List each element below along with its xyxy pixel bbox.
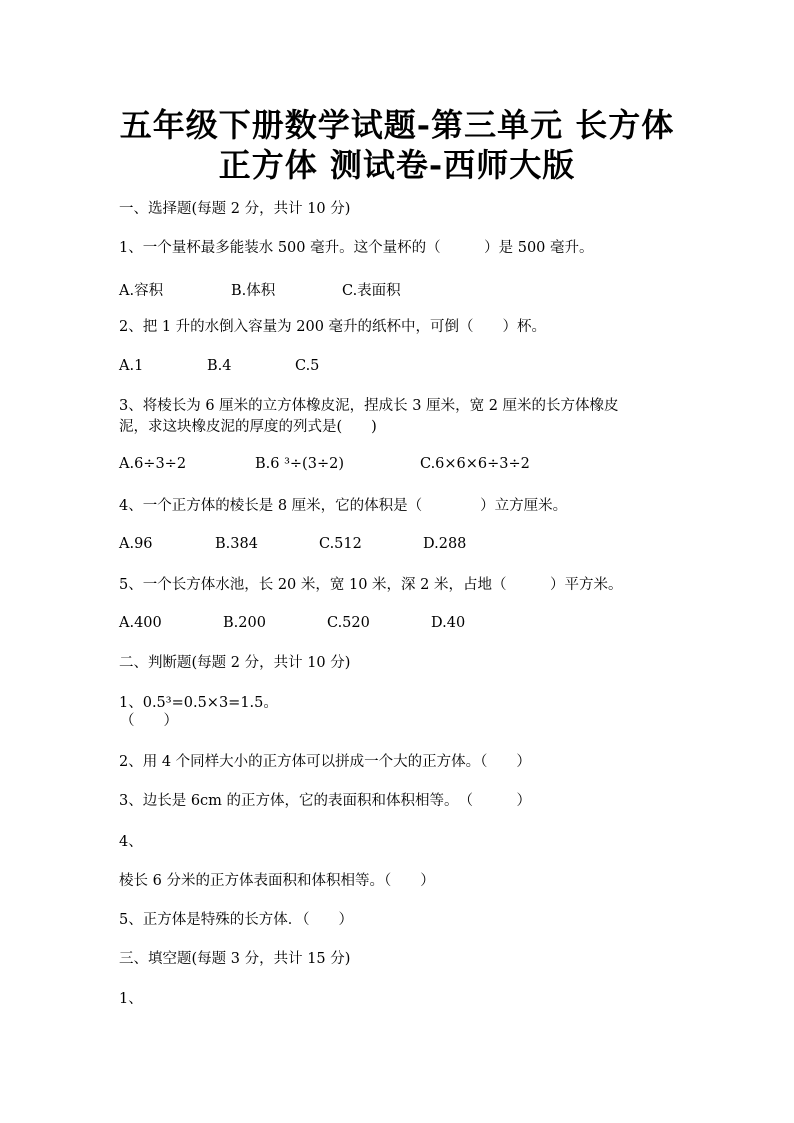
s2-q3-text: 3、边长是 6cm 的正方体，它的表面积和体积相等。 （ ） bbox=[119, 793, 532, 809]
s1-q3-text-line1: 3、将棱长为 6 厘米的立方体橡皮泥，捏成长 3 厘米，宽 2 厘米的长方体橡皮 bbox=[119, 398, 619, 414]
s1-q4-option-d: D.288 bbox=[423, 536, 467, 552]
s1-q4-option-c: C.512 bbox=[319, 536, 362, 552]
s2-q1-text: 1、0.5³=0.5×3=1.5。 bbox=[119, 695, 278, 711]
s1-q5-option-c: C.520 bbox=[327, 615, 370, 631]
s3-q1-number: 1、 bbox=[119, 991, 143, 1007]
section1-heading: 一、选择题(每题 2 分，共计 10 分) bbox=[119, 201, 351, 217]
s1-q1-option-b: B.体积 bbox=[231, 283, 276, 299]
s1-q5-option-b: B.200 bbox=[223, 615, 266, 631]
section3-heading: 三、填空题(每题 3 分，共计 15 分) bbox=[119, 951, 351, 967]
s2-q2-text: 2、用 4 个同样大小的正方体可以拼成一个大的正方体。（ ） bbox=[119, 754, 531, 770]
s2-q4-text: 棱长 6 分米的正方体表面积和体积相等。（ ） bbox=[119, 873, 435, 889]
s1-q1-text: 1、一个量杯最多能装水 500 毫升。这个量杯的（ ）是 500 毫升。 bbox=[119, 240, 594, 256]
s1-q2-option-b: B.4 bbox=[207, 358, 232, 374]
s1-q5-text: 5、一个长方体水池，长 20 米，宽 10 米，深 2 米，占地（ ）平方米。 bbox=[119, 577, 623, 593]
s1-q5-option-d: D.40 bbox=[431, 615, 466, 631]
exam-title-line2: 正方体 测试卷-西师大版 bbox=[218, 146, 576, 184]
s1-q3-option-a: A.6÷3÷2 bbox=[119, 456, 187, 472]
s1-q4-text: 4、一个正方体的棱长是 8 厘米，它的体积是（ ）立方厘米。 bbox=[119, 498, 568, 514]
s1-q4-option-a: A.96 bbox=[119, 536, 153, 552]
s2-q5-text: 5、正方体是特殊的长方体．（ ） bbox=[119, 912, 353, 928]
s1-q5-option-a: A.400 bbox=[119, 615, 162, 631]
s1-q2-option-c: C.5 bbox=[295, 358, 320, 374]
s1-q1-option-c: C.表面积 bbox=[342, 283, 401, 299]
s1-q3-option-b: B.6 ³÷(3÷2) bbox=[255, 456, 344, 472]
s1-q4-option-b: B.384 bbox=[215, 536, 258, 552]
s1-q1-option-a: A.容积 bbox=[119, 283, 164, 299]
s2-q4-number: 4、 bbox=[119, 834, 143, 850]
exam-title-line1: 五年级下册数学试题-第三单元 长方体 bbox=[119, 106, 675, 144]
s2-q1-answer-blank: （ ） bbox=[120, 713, 178, 729]
s1-q3-option-c: C.6×6×6÷3÷2 bbox=[420, 456, 530, 472]
s1-q3-text-line2: 泥，求这块橡皮泥的厚度的列式是( ) bbox=[119, 419, 377, 435]
section2-heading: 二、判断题(每题 2 分，共计 10 分) bbox=[119, 655, 351, 671]
s1-q2-text: 2、把 1 升的水倒入容量为 200 毫升的纸杯中，可倒（ ）杯。 bbox=[119, 319, 547, 335]
s1-q2-option-a: A.1 bbox=[119, 358, 144, 374]
